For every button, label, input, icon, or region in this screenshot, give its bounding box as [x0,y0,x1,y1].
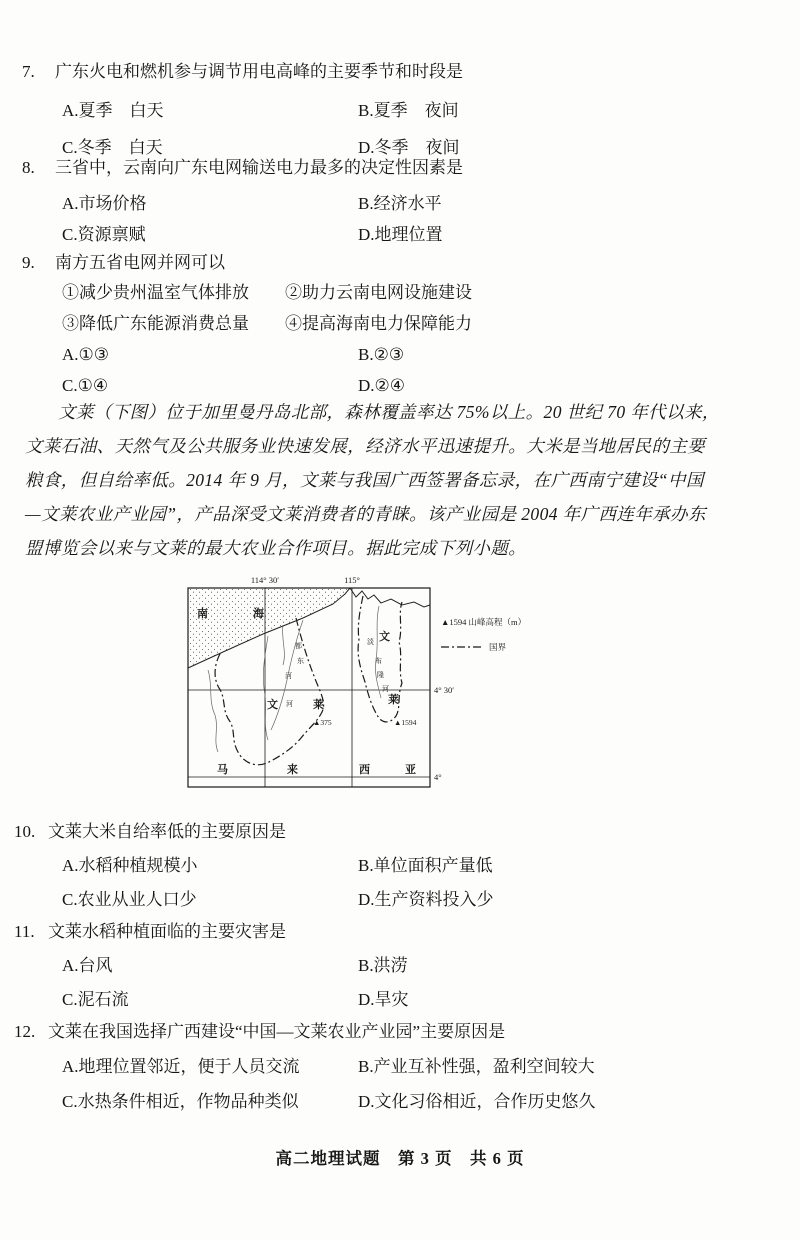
legend-border-label: 国界 [489,642,507,652]
temburong-river-char-1: 淡 [367,638,374,646]
q7-option-d: D.冬季 夜间 [358,138,460,157]
q10-option-d: D.生产资料投入少 [358,890,494,909]
malaysia-char-3: 西 [359,764,370,776]
passage-line-4: —文莱农业产业园”，产品深受文莱消费者的青睐。该产业园是 2004 年广西连年承办东 [25,504,706,524]
q11-option-a: A.台风 [62,956,113,975]
tutong-river-char-1: 都 [295,642,302,650]
lon-label-114-30: 114° 30′ [250,575,280,585]
lat-label-4-30: 4° 30′ [434,685,455,695]
river-west-1 [263,636,268,740]
sea-label-hai: 海 [253,608,264,620]
q10-option-c: C.农业从业人口少 [62,890,197,909]
temburong-river-char-2: 布 [375,657,382,665]
q9-number: 9. [22,253,35,272]
passage-line-5: 盟博览会以来与文莱的最大农业合作项目。据此完成下列小题。 [25,538,527,558]
q12-option-c: C.水热条件相近，作物品种类似 [62,1092,299,1111]
q8-option-a: A.市场价格 [62,194,147,213]
brunei-west-label-lai: 莱 [313,699,324,711]
river-sarawak [208,670,218,752]
q8-option-d: D.地理位置 [358,225,443,244]
temburong-river-char-3: 隆 [377,671,384,679]
malaysia-char-2: 来 [287,764,298,776]
q7-text: 广东火电和燃机参与调节用电高峰的主要季节和时段是 [55,62,463,81]
q12-option-d: D.文化习俗相近，合作历史悠久 [358,1092,596,1111]
q9-option-a: A.①③ [62,345,110,364]
river-char-he: 河 [286,700,293,708]
peak-1594-marker: ▲1594 [394,718,417,727]
page-footer: 高二地理试题 第 3 页 共 6 页 [275,1149,525,1168]
q9-option-d: D.②④ [358,376,406,395]
lon-label-115: 115° [344,575,360,585]
temburong-river-char-4: 河 [382,685,389,693]
sea-label-nan: 南 [197,608,208,620]
q12-option-a: A.地理位置邻近，便于人员交流 [62,1057,300,1076]
q8-option-b: B.经济水平 [358,194,442,213]
q7-option-a: A.夏季 白天 [62,101,164,120]
q9-option-c: C.①④ [62,376,109,395]
brunei-west-label-wen: 文 [267,699,278,711]
passage-line-2: 文莱石油、天然气及公共服务业快速发展，经济水平迅速提升。大米是当地居民的主要 [25,436,706,456]
brunei-east-label-wen: 文 [379,631,390,643]
q12-option-b: B.产业互补性强，盈利空间较大 [358,1057,595,1076]
q8-option-c: C.资源禀赋 [62,225,146,244]
q9-text: 南方五省电网并网可以 [55,253,225,272]
q10-option-a: A.水稻种植规模小 [62,856,198,875]
q7-number: 7. [22,62,35,81]
q7-option-b: B.夏季 夜间 [358,101,459,120]
q11-number: 11. [14,922,35,941]
q10-text: 文莱大米自给率低的主要原因是 [48,822,286,841]
q12-text: 文莱在我国选择广西建设“中国—文莱农业产业园”主要原因是 [48,1022,506,1041]
q11-option-c: C.泥石流 [62,990,129,1009]
q12-number: 12. [14,1022,36,1041]
q9-statement-2: ②助力云南电网设施建设 [285,283,472,302]
q9-statement-4: ④提高海南电力保障能力 [285,314,472,333]
q10-option-b: B.单位面积产量低 [358,856,493,875]
q10-number: 10. [14,822,36,841]
passage-line-1: 文莱（下图）位于加里曼丹岛北部，森林覆盖率达 75%以上。20 世纪 70 年代以来， [58,402,720,422]
q8-number: 8. [22,158,35,177]
lat-label-4: 4° [434,772,442,782]
river-east-temburong [375,606,381,698]
q7-option-c: C.冬季 白天 [62,138,163,157]
legend-peak-entry: ▲1594 山峰高程（m） [441,617,527,627]
q9-statement-3: ③降低广东能源消费总量 [62,314,249,333]
q9-option-b: B.②③ [358,345,405,364]
tutong-river-char-3: 河 [285,672,292,680]
passage-line-3: 粮食，但自给率低。2014 年 9 月，文莱与我国广西签署备忘录，在广西南宁建设“中国 [25,470,704,490]
south-china-sea-area [188,588,350,668]
q11-option-d: D.旱灾 [358,990,409,1009]
q9-statement-1: ①减少贵州温室气体排放 [62,283,249,302]
malaysia-char-4: 亚 [405,764,416,776]
coastline-east [350,588,430,607]
q11-option-b: B.洪涝 [358,956,408,975]
brunei-map [183,570,603,810]
peak-375-marker: ▲375 [313,718,332,727]
tutong-river-char-2: 东 [297,657,304,665]
malaysia-char-1: 马 [217,764,228,776]
q8-text: 三省中，云南向广东电网输送电力最多的决定性因素是 [55,158,463,177]
river-west-3 [283,625,285,665]
brunei-east-label-lai: 莱 [388,694,399,706]
q11-text: 文莱水稻种植面临的主要灾害是 [48,922,286,941]
